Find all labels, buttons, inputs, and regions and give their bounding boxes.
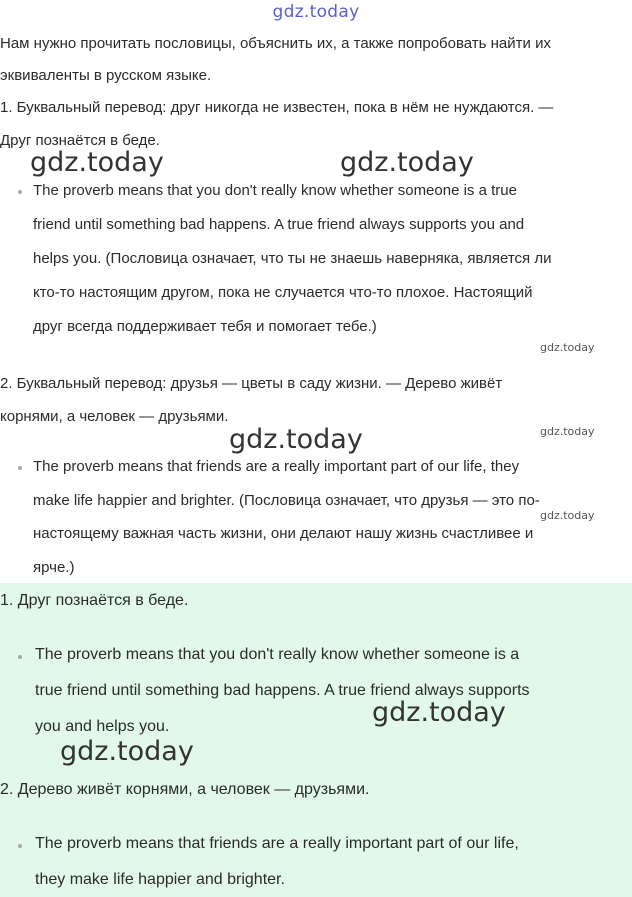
watermark: gdz.today bbox=[340, 147, 474, 178]
answer-item1-line: you and helps you. bbox=[35, 718, 170, 735]
item2-bullet-dot bbox=[18, 466, 22, 470]
item2-heading-line-1: 2. Буквальный перевод: друзья — цветы в саду жизни. — Дерево живёт bbox=[0, 375, 503, 392]
item1-bullet-line: friend until something bad happens. A true friend always supports you and bbox=[33, 216, 525, 233]
watermark-small: gdz.today bbox=[540, 425, 595, 438]
watermark-small: gdz.today bbox=[540, 341, 595, 354]
item2-heading-line-2: корнями, а человек — друзьями. bbox=[0, 408, 229, 425]
answer-item2-heading: 2. Дерево живёт корнями, а человек — друзьями. bbox=[0, 781, 370, 798]
answer-item2-bullet-dot bbox=[18, 844, 22, 848]
watermark: gdz.today bbox=[229, 424, 363, 455]
answer-item2-line: they make life happier and brighter. bbox=[35, 871, 285, 888]
item2-bullet-line: make life happier and brighter. (Пословица означает, что друзья — это по- bbox=[33, 492, 540, 509]
item2-bullet-line: The proverb means that friends are a really important part of our life, they bbox=[33, 458, 520, 475]
watermark: gdz.today bbox=[30, 147, 164, 178]
item1-heading-line-2: Друг познаётся в беде. bbox=[0, 132, 160, 149]
site-logo: gdz.today bbox=[272, 2, 360, 22]
item2-bullet-line: ярче.) bbox=[33, 559, 75, 576]
watermark: gdz.today bbox=[372, 697, 506, 728]
item1-bullet-line: друг всегда поддерживает тебя и помогает тебе.) bbox=[33, 318, 377, 335]
item1-heading-line-1: 1. Буквальный перевод: друг никогда не известен, пока в нём не нуждаются. — bbox=[0, 99, 554, 116]
watermark-small: gdz.today bbox=[540, 509, 595, 522]
item1-bullet-line: кто-то настоящим другом, пока не случается что-то плохое. Настоящий bbox=[33, 284, 533, 301]
answer-item1-line: true friend until something bad happens. A true friend always supports bbox=[35, 682, 530, 699]
watermark: gdz.today bbox=[60, 736, 194, 767]
answer-item1-line: The proverb means that you don't really know whether someone is a bbox=[35, 646, 520, 663]
item2-bullet-line: настоящему важная часть жизни, они делают нашу жизнь счастливее и bbox=[33, 525, 534, 542]
item1-bullet-line: The proverb means that you don't really know whether someone is a true bbox=[33, 182, 517, 199]
intro-line-2: эквиваленты в русском языке. bbox=[0, 67, 212, 84]
answer-item2-line: The proverb means that friends are a really important part of our life, bbox=[35, 835, 519, 852]
item1-bullet-line: helps you. (Пословица означает, что ты не знаешь наверняка, является ли bbox=[33, 250, 552, 267]
answer-item1-bullet-dot bbox=[18, 655, 22, 659]
intro-line-1: Нам нужно прочитать пословицы, объяснить их, а также попробовать найти их bbox=[0, 35, 551, 52]
item1-bullet-dot bbox=[18, 190, 22, 194]
answer-item1-heading: 1. Друг познаётся в беде. bbox=[0, 592, 189, 609]
